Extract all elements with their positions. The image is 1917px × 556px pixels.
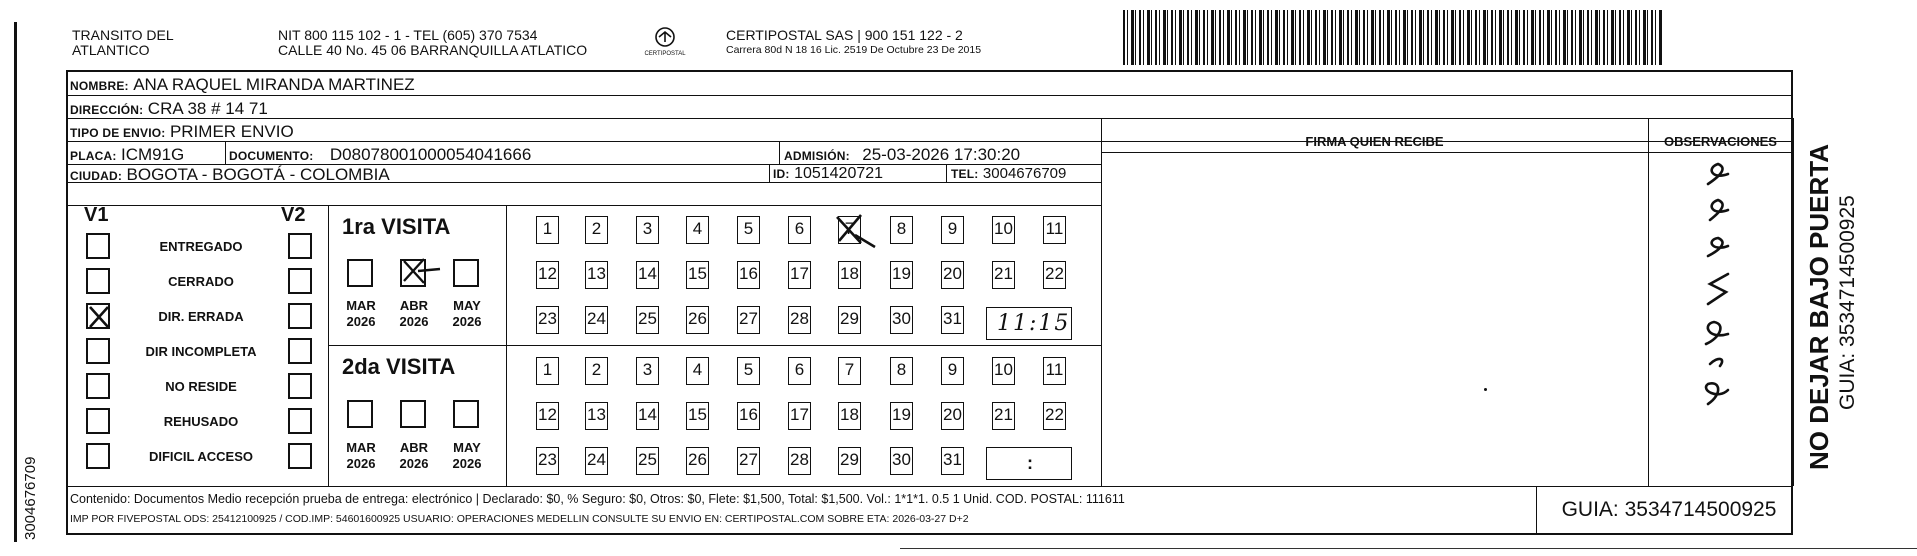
day-box[interactable] bbox=[536, 306, 559, 334]
day-number: 3 bbox=[642, 219, 653, 238]
day-box[interactable] bbox=[585, 306, 608, 334]
day-box[interactable] bbox=[838, 261, 861, 289]
month-checkbox[interactable] bbox=[453, 400, 479, 428]
side-guia: GUIA: 3534714500925 bbox=[1836, 195, 1859, 410]
day-number: 7 bbox=[844, 219, 855, 238]
v1-checkbox[interactable] bbox=[86, 443, 110, 469]
day-number: 25 bbox=[638, 309, 657, 328]
day-box[interactable] bbox=[941, 261, 964, 289]
visit1-time: 11:15 bbox=[997, 311, 1071, 336]
day-number: 23 bbox=[538, 309, 557, 328]
day-number: 20 bbox=[943, 405, 962, 424]
month-year: 2026 bbox=[399, 456, 429, 471]
visit2-time-box[interactable] bbox=[986, 447, 1072, 480]
month-name: MAR bbox=[346, 298, 376, 313]
day-number: 1 bbox=[542, 219, 553, 238]
direccion-value: CRA 38 # 14 71 bbox=[147, 99, 268, 118]
day-number: 19 bbox=[892, 405, 911, 424]
ciudad-value: BOGOTA - BOGOTÁ - COLOMBIA bbox=[126, 165, 390, 184]
day-number: 26 bbox=[688, 450, 707, 469]
day-box[interactable] bbox=[838, 402, 861, 430]
status-label: DIR INCOMPLETA bbox=[145, 344, 257, 359]
status-label: DIFICIL ACCESO bbox=[148, 449, 253, 464]
day-box[interactable] bbox=[788, 261, 811, 289]
day-number: 2 bbox=[591, 219, 602, 238]
v2-checkbox[interactable] bbox=[288, 303, 312, 329]
status-label: CERRADO bbox=[168, 274, 234, 289]
day-box[interactable] bbox=[737, 402, 760, 430]
day-box[interactable] bbox=[686, 447, 709, 475]
direccion-row bbox=[70, 99, 268, 119]
day-number: 13 bbox=[587, 264, 606, 283]
admision-value: 25-03-2026 17:30:20 bbox=[862, 145, 1021, 164]
day-box[interactable] bbox=[788, 306, 811, 334]
day-box[interactable] bbox=[838, 447, 861, 475]
month-year: 2026 bbox=[452, 456, 482, 471]
visit1-title: 1ra VISITA bbox=[342, 214, 451, 239]
day-number: 5 bbox=[743, 219, 754, 238]
handwriting-drawing bbox=[1648, 154, 1793, 484]
day-box[interactable] bbox=[838, 306, 861, 334]
day-box[interactable] bbox=[636, 402, 659, 430]
day-number: 12 bbox=[538, 264, 557, 283]
org-name bbox=[72, 28, 174, 58]
left-phone: 3004676709 bbox=[22, 456, 39, 540]
day-box[interactable] bbox=[536, 447, 559, 475]
day-box[interactable] bbox=[636, 357, 659, 385]
day-box[interactable] bbox=[838, 357, 861, 385]
v2-checkbox[interactable] bbox=[288, 443, 312, 469]
day-number: 28 bbox=[790, 450, 809, 469]
nombre-row bbox=[70, 75, 415, 95]
v2-checkbox[interactable] bbox=[288, 338, 312, 364]
day-number: 16 bbox=[739, 405, 758, 424]
day-number: 27 bbox=[739, 309, 758, 328]
day-box[interactable] bbox=[788, 357, 811, 385]
day-box[interactable] bbox=[737, 261, 760, 289]
day-box[interactable] bbox=[737, 447, 760, 475]
day-number: 4 bbox=[692, 360, 703, 379]
day-number: 29 bbox=[840, 450, 859, 469]
day-box[interactable] bbox=[941, 216, 964, 244]
stray-dot bbox=[1484, 388, 1487, 391]
day-number: 24 bbox=[587, 450, 606, 469]
courier-line1: CERTIPOSTAL SAS | 900 151 122 - 2 bbox=[726, 27, 963, 43]
day-box[interactable] bbox=[686, 261, 709, 289]
month-name: MAR bbox=[346, 440, 376, 455]
day-box[interactable] bbox=[992, 216, 1015, 244]
month-year: 2026 bbox=[346, 314, 376, 329]
day-box[interactable] bbox=[1043, 402, 1066, 430]
month-name: ABR bbox=[399, 298, 429, 313]
month-checkbox[interactable] bbox=[347, 259, 373, 287]
day-number: 2 bbox=[591, 360, 602, 379]
v1-checkbox[interactable] bbox=[86, 408, 110, 434]
direccion-label: DIRECCIÓN: bbox=[70, 103, 144, 117]
month-name: MAY bbox=[453, 440, 481, 455]
tel-value: 3004676709 bbox=[982, 165, 1067, 182]
visit2-title: 2da VISITA bbox=[342, 354, 456, 379]
nombre-value: ANA RAQUEL MIRANDA MARTINEZ bbox=[133, 75, 415, 94]
left-edge-line bbox=[14, 22, 17, 542]
day-number: 11 bbox=[1045, 360, 1064, 379]
v1-checkbox[interactable] bbox=[86, 233, 110, 259]
day-number: 27 bbox=[739, 450, 758, 469]
status-label: DIR. ERRADA bbox=[158, 309, 244, 324]
day-number: 19 bbox=[892, 264, 911, 283]
day-box[interactable] bbox=[992, 357, 1015, 385]
month-year: 2026 bbox=[346, 456, 376, 471]
tel-label: TEL: bbox=[951, 167, 979, 181]
day-number: 17 bbox=[790, 264, 809, 283]
tipo-label: TIPO DE ENVIO: bbox=[70, 126, 166, 140]
v1-checkbox[interactable] bbox=[86, 268, 110, 294]
addr-line1: NIT 800 115 102 - 1 - TEL (605) 370 7534 bbox=[278, 27, 538, 43]
v2-checkbox[interactable] bbox=[288, 408, 312, 434]
day-number: 14 bbox=[638, 405, 657, 424]
tipo-value: PRIMER ENVIO bbox=[169, 122, 294, 141]
ciudad-field bbox=[70, 165, 390, 185]
month-label bbox=[445, 298, 489, 330]
logo-text: CERTIPOSTAL bbox=[644, 51, 686, 57]
day-box[interactable] bbox=[1043, 261, 1066, 289]
placa-label: PLACA: bbox=[70, 149, 117, 163]
documento-label: DOCUMENTO: bbox=[229, 149, 314, 163]
day-box[interactable] bbox=[536, 402, 559, 430]
day-box[interactable] bbox=[941, 357, 964, 385]
day-number: 24 bbox=[587, 309, 606, 328]
placa-field bbox=[70, 145, 184, 165]
signature-header: FIRMA QUIEN RECIBE bbox=[1305, 134, 1444, 149]
day-box[interactable] bbox=[788, 447, 811, 475]
visit2-time: : bbox=[1027, 453, 1033, 473]
v1-checkbox[interactable] bbox=[86, 338, 110, 364]
day-box[interactable] bbox=[636, 216, 659, 244]
day-number: 23 bbox=[538, 450, 557, 469]
day-number: 11 bbox=[1045, 219, 1064, 238]
day-number: 6 bbox=[794, 219, 805, 238]
month-label bbox=[445, 440, 489, 472]
day-number: 22 bbox=[1045, 405, 1064, 424]
day-box[interactable] bbox=[788, 402, 811, 430]
id-value: 1051420721 bbox=[794, 165, 884, 182]
day-number: 18 bbox=[840, 405, 859, 424]
day-box[interactable] bbox=[890, 357, 913, 385]
observaciones-handwriting bbox=[1648, 154, 1793, 484]
org-address bbox=[278, 28, 587, 58]
day-number: 16 bbox=[739, 264, 758, 283]
admision-label: ADMISIÓN: bbox=[784, 149, 850, 163]
v2-checkbox[interactable] bbox=[288, 268, 312, 294]
day-number: 15 bbox=[688, 264, 707, 283]
documento-field bbox=[229, 145, 531, 165]
addr-line2: CALLE 40 No. 45 06 BARRANQUILLA ATLATICO bbox=[278, 42, 588, 58]
day-number: 8 bbox=[896, 360, 907, 379]
check-x-icon bbox=[835, 213, 875, 249]
day-number: 6 bbox=[794, 360, 805, 379]
ciudad-label: CIUDAD: bbox=[70, 169, 123, 183]
day-number: 21 bbox=[994, 264, 1013, 283]
documento-value: D08078001000054041666 bbox=[329, 145, 532, 164]
day-box[interactable] bbox=[1043, 216, 1066, 244]
day-box[interactable] bbox=[788, 216, 811, 244]
barcode bbox=[1123, 10, 1663, 65]
v2-label: V2 bbox=[281, 204, 306, 226]
day-box[interactable] bbox=[686, 216, 709, 244]
day-box[interactable] bbox=[890, 216, 913, 244]
status-label: ENTREGADO bbox=[159, 239, 243, 254]
month-label bbox=[339, 440, 383, 472]
day-number: 30 bbox=[892, 450, 911, 469]
day-number: 4 bbox=[692, 219, 703, 238]
day-box[interactable] bbox=[737, 306, 760, 334]
day-box[interactable] bbox=[737, 357, 760, 385]
day-number: 7 bbox=[844, 360, 855, 379]
footer-line2: IMP POR FIVEPOSTAL ODS: 25412100925 / COD.IMP: 54601600925 USUARIO: OPERACIONES MEDELLIN CONSULTE SU ENVIO EN: CERTIPOSTAL.COM SOBRE ETA: 2026-03-27 D+2 bbox=[70, 513, 969, 525]
day-number: 14 bbox=[638, 264, 657, 283]
day-box[interactable] bbox=[941, 306, 964, 334]
v1-checkbox[interactable] bbox=[86, 373, 110, 399]
v2-checkbox[interactable] bbox=[288, 233, 312, 259]
day-number: 8 bbox=[896, 219, 907, 238]
day-box[interactable] bbox=[737, 216, 760, 244]
day-number: 29 bbox=[840, 309, 859, 328]
day-box[interactable] bbox=[890, 261, 913, 289]
certipostal-logo bbox=[640, 26, 690, 57]
day-box[interactable] bbox=[941, 447, 964, 475]
month-year: 2026 bbox=[452, 314, 482, 329]
day-number: 10 bbox=[994, 360, 1013, 379]
day-box[interactable] bbox=[686, 306, 709, 334]
tipo-row bbox=[70, 122, 294, 142]
day-box[interactable] bbox=[536, 261, 559, 289]
day-box[interactable] bbox=[536, 357, 559, 385]
no-dejar-text: NO DEJAR BAJO PUERTA bbox=[1804, 143, 1834, 470]
bottom-line bbox=[900, 548, 1917, 549]
logo-icon bbox=[653, 26, 677, 48]
placa-value: ICM91G bbox=[120, 145, 185, 164]
day-number: 28 bbox=[790, 309, 809, 328]
check-x-icon bbox=[88, 305, 110, 329]
id-label: ID: bbox=[773, 167, 790, 181]
day-box[interactable] bbox=[992, 261, 1015, 289]
day-box[interactable] bbox=[585, 216, 608, 244]
month-checkbox[interactable] bbox=[453, 259, 479, 287]
observaciones-header: OBSERVACIONES bbox=[1664, 134, 1777, 149]
check-x-icon bbox=[400, 257, 440, 285]
day-box[interactable] bbox=[585, 402, 608, 430]
signature-area[interactable] bbox=[1104, 154, 1646, 484]
courier-line2: Carrera 80d N 18 16 Lic. 2519 De Octubre 23 De 2015 bbox=[726, 44, 982, 56]
status-label: REHUSADO bbox=[163, 414, 239, 429]
month-label bbox=[392, 298, 436, 330]
month-checkbox[interactable] bbox=[400, 400, 426, 428]
day-box[interactable] bbox=[890, 402, 913, 430]
day-number: 3 bbox=[642, 360, 653, 379]
month-name: MAY bbox=[453, 298, 481, 313]
day-box[interactable] bbox=[585, 447, 608, 475]
day-box[interactable] bbox=[1043, 357, 1066, 385]
month-label bbox=[339, 298, 383, 330]
day-number: 9 bbox=[947, 219, 958, 238]
day-number: 10 bbox=[994, 219, 1013, 238]
day-number: 22 bbox=[1045, 264, 1064, 283]
footer-line1: Contenido: Documentos Medio recepción prueba de entrega: electrónico | Declarado: $0, % Seguro: $0, Otros: $0, Flete: $1,500, Total: $1,500. Vol.: 1*1*1. 0.5 1 Unid. COD. POSTAL: 111611 bbox=[70, 492, 1125, 506]
day-number: 21 bbox=[994, 405, 1013, 424]
admision-field bbox=[784, 145, 1020, 165]
day-box[interactable] bbox=[636, 447, 659, 475]
id-field bbox=[773, 165, 883, 183]
day-box[interactable] bbox=[636, 306, 659, 334]
day-number: 31 bbox=[943, 450, 962, 469]
v1-label: V1 bbox=[84, 204, 109, 226]
month-checkbox[interactable] bbox=[400, 259, 426, 287]
footer-guia: GUIA: 3534714500925 bbox=[1561, 498, 1777, 521]
month-checkbox[interactable] bbox=[347, 400, 373, 428]
day-box[interactable] bbox=[585, 261, 608, 289]
nombre-label: NOMBRE: bbox=[70, 79, 129, 93]
month-year: 2026 bbox=[399, 314, 429, 329]
day-box[interactable] bbox=[890, 447, 913, 475]
org-line1: TRANSITO DEL bbox=[72, 27, 174, 43]
day-box[interactable] bbox=[992, 402, 1015, 430]
day-box[interactable] bbox=[686, 402, 709, 430]
day-number: 25 bbox=[638, 450, 657, 469]
day-box[interactable] bbox=[890, 306, 913, 334]
status-label: NO RESIDE bbox=[165, 379, 237, 394]
day-box[interactable] bbox=[838, 216, 861, 244]
day-number: 20 bbox=[943, 264, 962, 283]
visit1-time-box[interactable] bbox=[986, 307, 1072, 340]
day-box[interactable] bbox=[636, 261, 659, 289]
v1-checkbox[interactable] bbox=[86, 303, 110, 329]
day-number: 18 bbox=[840, 264, 859, 283]
day-number: 5 bbox=[743, 360, 754, 379]
day-box[interactable] bbox=[536, 216, 559, 244]
day-number: 30 bbox=[892, 309, 911, 328]
day-number: 15 bbox=[688, 405, 707, 424]
day-box[interactable] bbox=[585, 357, 608, 385]
day-number: 13 bbox=[587, 405, 606, 424]
day-box[interactable] bbox=[941, 402, 964, 430]
day-number: 12 bbox=[538, 405, 557, 424]
month-name: ABR bbox=[399, 440, 429, 455]
day-number: 9 bbox=[947, 360, 958, 379]
v2-checkbox[interactable] bbox=[288, 373, 312, 399]
courier-info bbox=[726, 28, 981, 58]
month-label bbox=[392, 440, 436, 472]
tel-field bbox=[951, 165, 1066, 183]
day-number: 17 bbox=[790, 405, 809, 424]
day-number: 26 bbox=[688, 309, 707, 328]
day-number: 31 bbox=[943, 309, 962, 328]
day-number: 1 bbox=[542, 360, 553, 379]
day-box[interactable] bbox=[686, 357, 709, 385]
org-line2: ATLANTICO bbox=[72, 42, 150, 58]
